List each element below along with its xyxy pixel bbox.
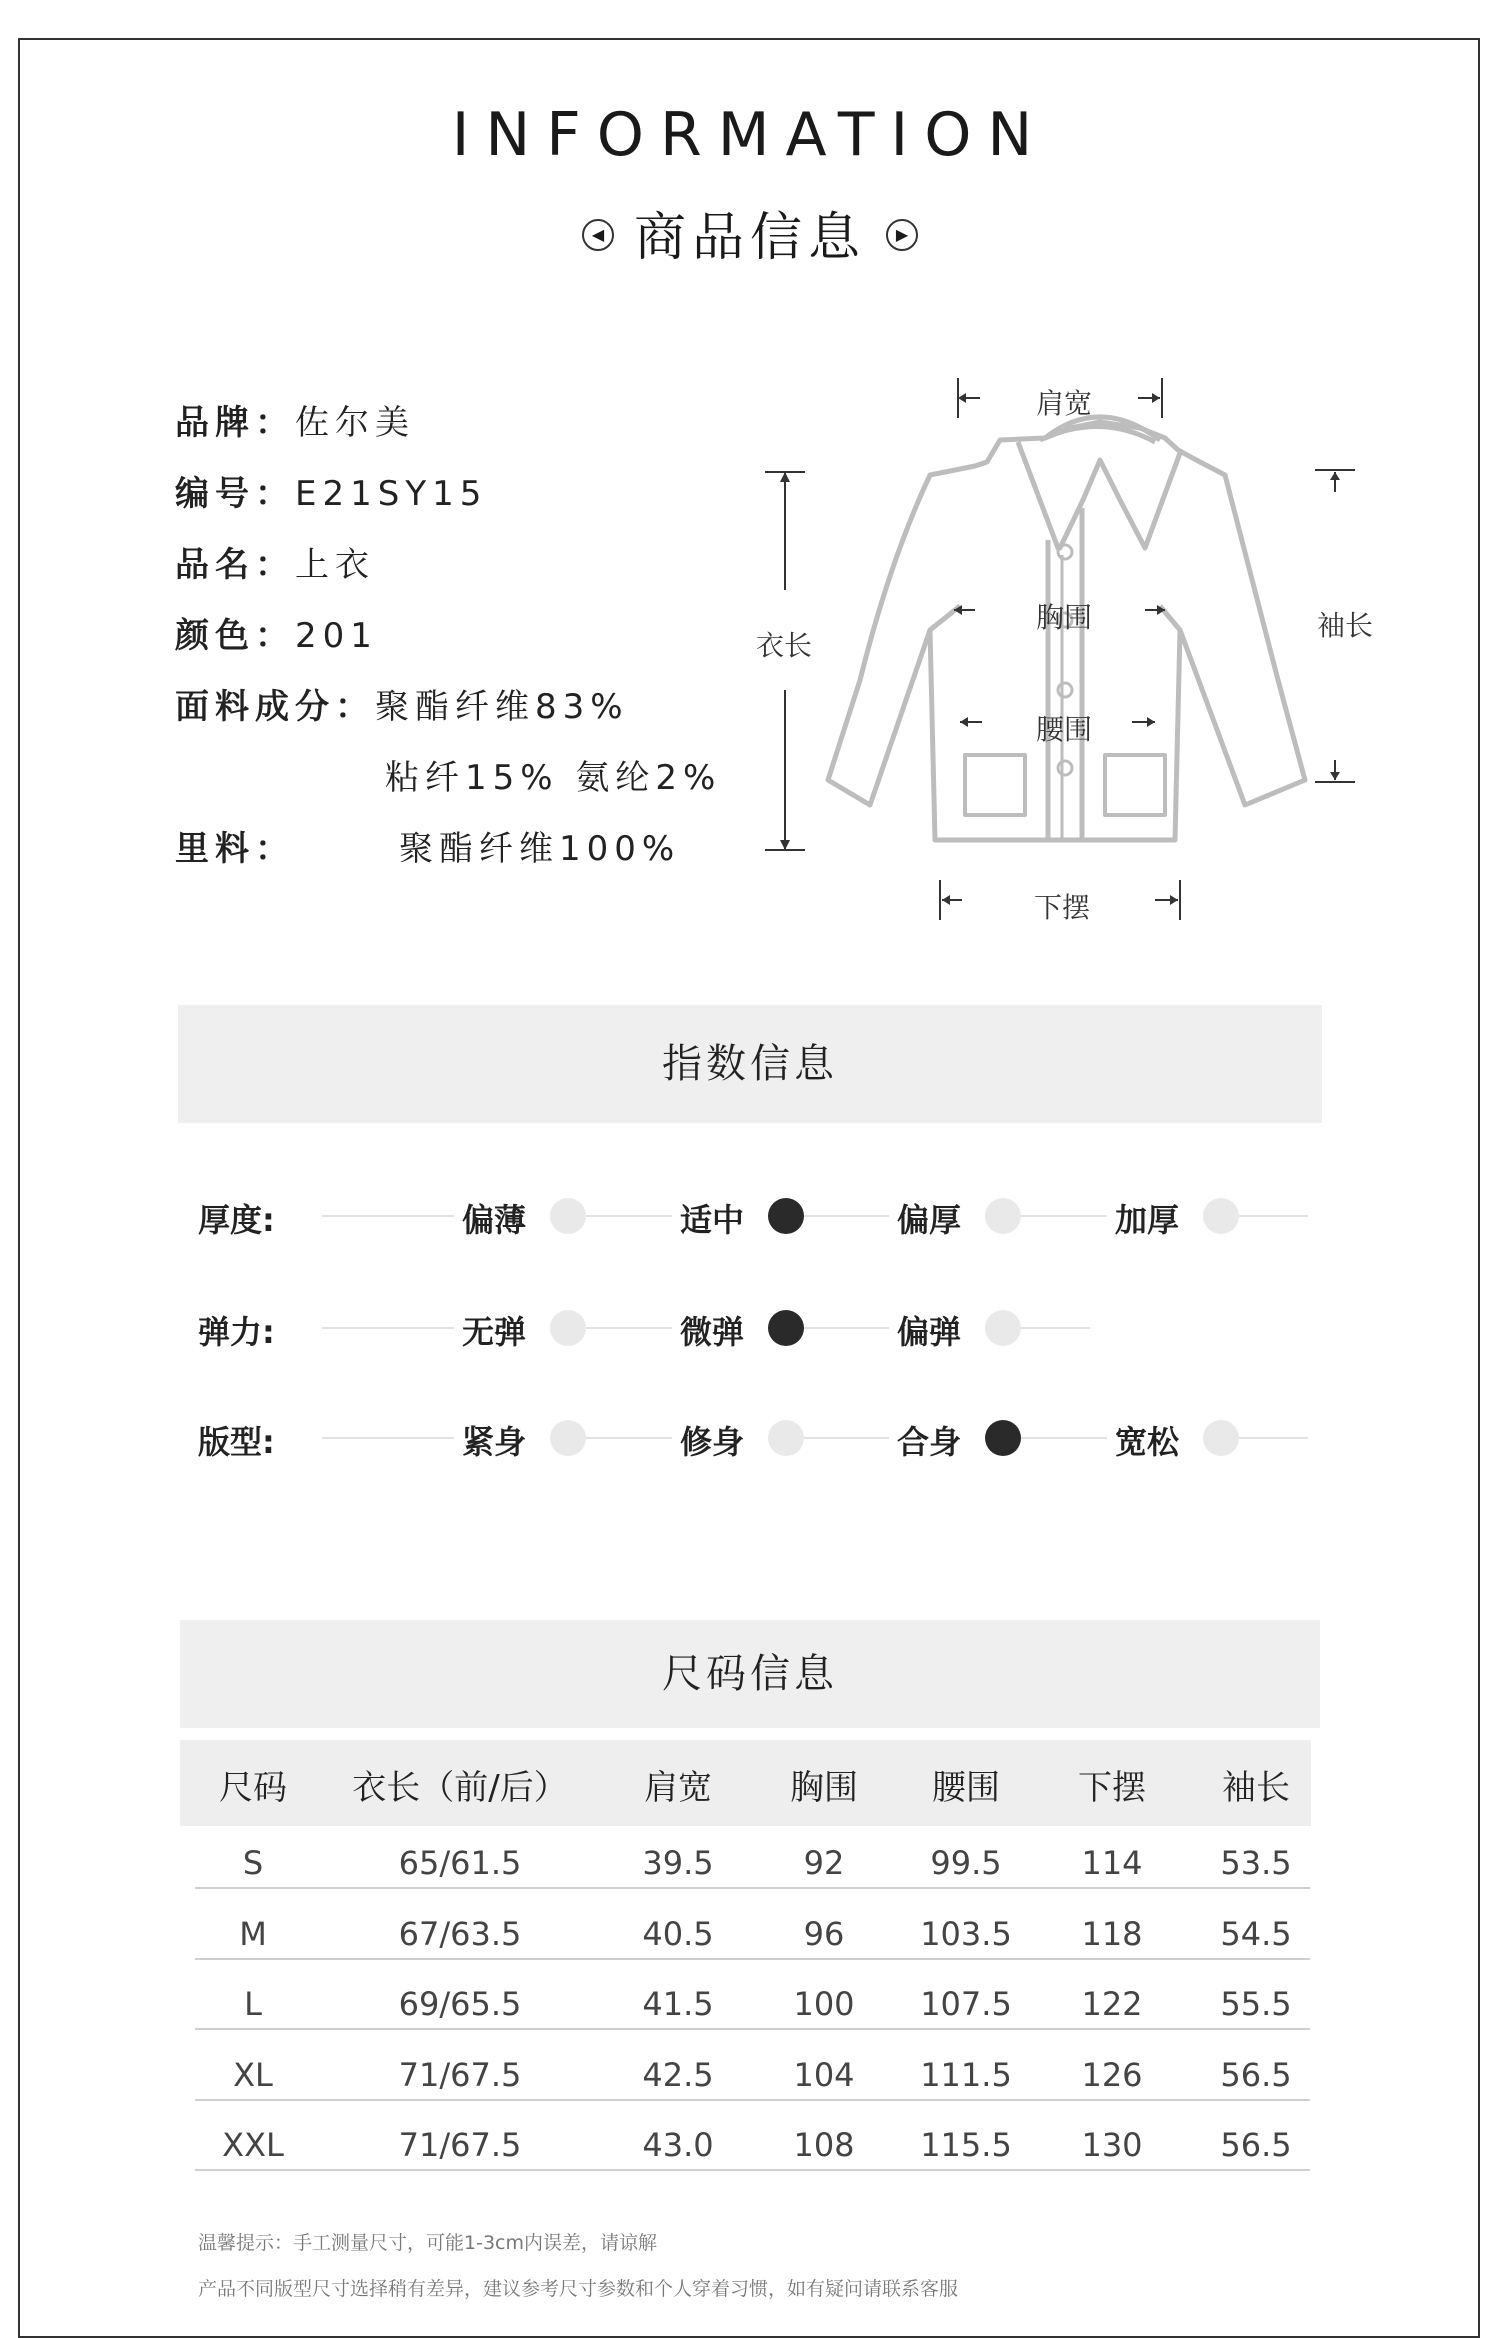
lining-label: 里料： — [175, 829, 295, 869]
size-table-cell: 108 — [793, 2126, 855, 2164]
size-table-cell: 53.5 — [1220, 1844, 1292, 1882]
size-table-cell: 115.5 — [920, 2126, 1012, 2164]
size-table-cell: 40.5 — [642, 1914, 714, 1953]
sleeve-label: 袖长 — [1317, 609, 1374, 642]
size-table-header-cell: 腰围 — [932, 1768, 1000, 1808]
brand-value: 佐尔美 — [295, 403, 415, 443]
index-option-label: 紧身 — [462, 1423, 527, 1461]
table-row-divider — [195, 2169, 1310, 2171]
size-table-cell: 130 — [1081, 2126, 1143, 2164]
size-table-cell: 65/61.5 — [398, 1844, 522, 1882]
index-row-label: 厚度: — [198, 1201, 275, 1239]
name-label: 品名： — [175, 545, 295, 585]
option-dot — [550, 1198, 586, 1234]
size-table-cell: 104 — [793, 2055, 855, 2094]
index-option-label: 宽松 — [1115, 1423, 1180, 1461]
option-dot — [985, 1198, 1021, 1234]
table-row-divider — [195, 1887, 1310, 1889]
chest-label: 胸围 — [1036, 601, 1093, 634]
size-table-cell: 114 — [1081, 1844, 1143, 1882]
name-value: 上衣 — [295, 545, 375, 585]
color-value: 201 — [295, 616, 378, 656]
size-table-cell: 111.5 — [920, 2055, 1012, 2094]
note-line-2: 产品不同版型尺寸选择稍有差异，建议参考尺寸参数和个人穿着习惯，如有疑问请联系客服 — [198, 2278, 959, 2300]
option-dot — [768, 1420, 804, 1456]
table-row-divider — [195, 2028, 1310, 2030]
size-table-cell: 42.5 — [642, 2055, 714, 2094]
size-table-cell: 103.5 — [920, 1914, 1012, 1953]
size-table-cell: S — [242, 1844, 264, 1882]
index-option-label: 微弹 — [680, 1313, 745, 1351]
option-dot — [1203, 1198, 1239, 1234]
size-table-header-cell: 尺码 — [219, 1768, 287, 1808]
size-table-header-cell: 肩宽 — [644, 1768, 712, 1808]
selected-dot — [985, 1420, 1021, 1456]
selected-dot — [768, 1198, 804, 1234]
jacket-diagram — [0, 0, 1500, 940]
index-option-label: 无弹 — [462, 1313, 527, 1351]
index-option-label: 偏厚 — [897, 1201, 962, 1239]
table-row-divider — [195, 2099, 1310, 2101]
lining-value: 聚酯纤维100% — [399, 829, 681, 869]
size-table-cell: M — [239, 1914, 267, 1953]
option-dot — [550, 1310, 586, 1346]
table-row-divider — [195, 1958, 1310, 1960]
index-title: 指数信息 — [662, 1041, 838, 1087]
code-label: 编号： — [175, 474, 295, 514]
length-label: 衣长 — [756, 629, 813, 662]
size-table-cell: 43.0 — [642, 2126, 714, 2164]
index-option-label: 适中 — [680, 1201, 745, 1239]
size-table-cell: 118 — [1081, 1914, 1143, 1953]
selected-dot — [768, 1310, 804, 1346]
size-table-cell: 122 — [1081, 1985, 1143, 2023]
index-option-label: 加厚 — [1115, 1201, 1180, 1239]
size-table-header-cell: 下摆 — [1078, 1768, 1146, 1808]
size-table-cell: 71/67.5 — [398, 2055, 522, 2094]
size-table-cell: 96 — [803, 1914, 845, 1953]
code-value: E21SY15 — [295, 474, 488, 514]
option-dot — [550, 1420, 586, 1456]
size-table-cell: 67/63.5 — [398, 1914, 522, 1953]
size-table-cell: 39.5 — [642, 1844, 714, 1882]
size-table-cell: 92 — [803, 1844, 845, 1882]
fabric-value-2: 粘纤15% 氨纶2% — [385, 758, 722, 798]
size-title: 尺码信息 — [662, 1651, 838, 1697]
fabric-label: 面料成分： — [175, 687, 375, 727]
option-dot — [985, 1310, 1021, 1346]
brand-label: 品牌： — [175, 403, 295, 443]
color-label: 颜色： — [175, 616, 295, 656]
index-option-label: 合身 — [897, 1423, 962, 1461]
index-title-bar — [178, 1005, 1322, 1123]
index-option-label: 偏薄 — [462, 1201, 527, 1239]
size-table-cell: L — [244, 1985, 262, 2023]
size-table-header-cell: 胸围 — [790, 1768, 858, 1808]
size-table-cell: 54.5 — [1220, 1914, 1292, 1953]
hem-label: 下摆 — [1034, 891, 1091, 924]
index-row-label: 弹力: — [198, 1313, 275, 1351]
size-table-cell: 69/65.5 — [398, 1985, 522, 2023]
size-table-cell: 107.5 — [920, 1985, 1012, 2023]
size-table-cell: 100 — [793, 1985, 855, 2023]
size-table-cell: XL — [233, 2055, 273, 2094]
index-row-label: 版型: — [198, 1423, 275, 1461]
size-table-cell: 126 — [1081, 2055, 1143, 2094]
option-dot — [1203, 1420, 1239, 1456]
size-table-cell: 71/67.5 — [398, 2126, 522, 2164]
size-table-cell: XXL — [222, 2126, 284, 2164]
left-arrow-icon: ◀ — [582, 219, 614, 251]
note-line-1: 温馨提示：手工测量尺寸，可能1-3cm内误差，请谅解 — [198, 2232, 657, 2254]
size-table-cell: 41.5 — [642, 1985, 714, 2023]
size-table-cell: 99.5 — [930, 1844, 1002, 1882]
size-table-cell: 55.5 — [1220, 1985, 1292, 2023]
size-table-cell: 56.5 — [1220, 2126, 1292, 2164]
shoulder-label: 肩宽 — [1036, 387, 1093, 420]
size-title-bar — [180, 1620, 1320, 1728]
size-table-cell: 56.5 — [1220, 2055, 1292, 2094]
size-table-header-cell: 衣长（前/后） — [352, 1768, 568, 1808]
title-chinese: 商品信息 — [633, 208, 866, 268]
waist-label: 腰围 — [1036, 713, 1093, 746]
index-option-label: 修身 — [680, 1423, 745, 1461]
fabric-value-1: 聚酯纤维83% — [375, 687, 629, 727]
right-arrow-icon: ▶ — [886, 219, 918, 251]
title-english: INFORMATION — [451, 100, 1049, 170]
index-option-label: 偏弹 — [897, 1313, 962, 1351]
size-table-header-cell: 袖长 — [1222, 1768, 1290, 1808]
